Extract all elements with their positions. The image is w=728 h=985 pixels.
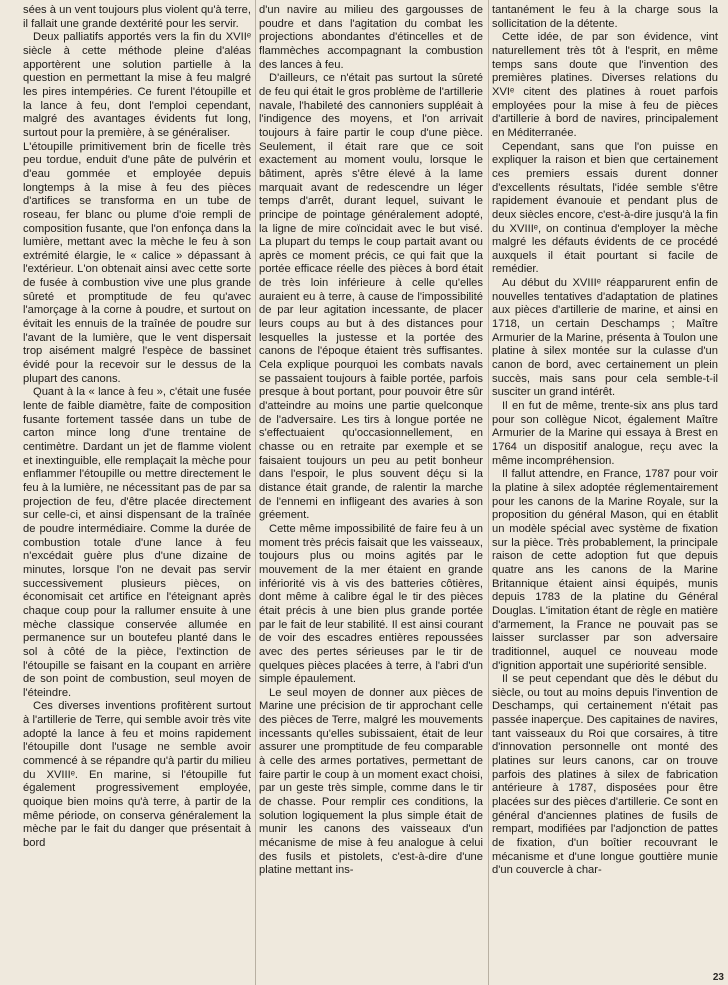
paragraph: d'un navire au milieu des gargousses de poudre et dans l'agitation du combat les projections abondantes d'étincelles et de flammèches accompagnant la combustion des lances à feu. (259, 4, 483, 71)
paragraph: Cependant, sans que l'on puisse en expliquer la raison et bien que certainement ces premiers essais durent donner d'excellents résultats, l'idée semble s'être rapidement évanouie et pendant plus de deux siècles encore, c'est-à-dire jusqu'à la fin du XVIIIᵉ, on continua d'employer la mèche malgré les défauts évidents de ce procédé auxquels il était pourtant si facile de remédier. (492, 140, 718, 276)
paragraph: Cette idée, de par son évidence, vint naturellement très tôt à l'esprit, en même temps sans doute que l'invention des premières platines. Diverses relations du XVIᵉ citent des platines à rouet parfois employées pour la mise à feu de pièces d'artillerie à bord de navires, principalement en Méditerranée. (492, 31, 718, 139)
text-column-2 (259, 4, 483, 878)
paragraph: Au début du XVIIIᵉ réapparurent enfin de nouvelles tentatives d'adaptation de platines aux pièces d'artillerie de marine, et ainsi en 1718, un certain Deschamps ; Maître Armurier de la Marine, présenta à Toulon une platine à silex montée sur la culasse d'un canon de bord, avec certainement un plein succès, mais sans pour cela semble-t-il susciter un grand intérêt. (492, 277, 718, 399)
paragraph: L'étoupille primitivement brin de ficelle très peu tordue, enduit d'une pâte de pulvérin et d'eau gommée et employée depuis longtemps à la mise à feu des pièces d'artifices se transforma en un tube de roseau, fer blanc ou plume d'oie rempli de composition fusante, que l'on enfonça dans la lumière, mettant avec la mèche le feu à son extrémité élargie, le « calice » dépassant à l'extérieur. L'on obtenait ainsi avec cette sorte de fusée à combustion vive une plus grande sûreté et promptitude de feu qu'avec l'amorçage à la corne à poudre, et surtout on évitait les ennuis de la traînée de poudre sur l'avant de la lumière, que le vent dispersait trop aisément malgré l'espèce de bassinet évidé pour la recevoir sur le dessus de la plupart des canons. (23, 140, 251, 385)
text-column-1 (23, 4, 251, 851)
paragraph: Deux palliatifs apportés vers la fin du XVIIᵉ siècle à cette méthode pleine d'aléas apportèrent une solution partielle à la question en permettant la mise à feu malgré les pires intempéries. Ce furent l'étoupille et la lance à feu, dont l'emploi cependant, malgré des avantages évidents fut long, surtout pour la première, à se généraliser. (23, 31, 251, 139)
paragraph: Quant à la « lance à feu », c'était une fusée lente de faible diamètre, faite de composition fusante fortement tassée dans un tube de carton mince long d'une trentaine de centimètre. Dardant un jet de flamme violent et inextinguible, elle remplaçait la mèche pour enflammer l'étoupille ou mettre directement le feu à la lumière, ne nécessitant pas de par sa projection de feu, d'être placée directement sur celle-ci, et ainsi dispensant de la traînée de poudre intermédiaire. Comme la durée de combustion totale d'une lance à feu n'excédait guère plus d'une dizaine de minutes, lorsque l'on ne devait pas servir successivement plusieurs pièces, on économisait cet artifice en l'éteignant après chaque coup pour la rallumer ensuite à une mèche classique conservée allumée en permanence sur un boutefeu planté dans le sol à côté de la pièce, l'extinction de l'étoupille se faisant en la coupant en arrière de son point de combustion, seul moyen de l'éteindre. (23, 386, 251, 699)
paragraph: tantanément le feu à la charge sous la sollicitation de la détente. (492, 4, 718, 30)
paragraph: Il se peut cependant que dès le début du siècle, ou tout au moins depuis l'invention de Deschamps, qui certainement n'était pas passée inaperçue. Des capitaines de navires, tant vaisseaux du Roi que corsaires, à titre d'innovation personnelle ont monté des platines sur leurs canons, car on trouve parfois des platines à silex de fabrication antérieure à 1787, disposées pour être placées sur des pièces d'artillerie. Ce sont en général d'anciennes platines de fusils de rempart, modifiées par l'adjonction de pattes de fixation, d'un boîtier recouvrant le mécanisme et d'une longue gouttière munie d'un couvercle à char- (492, 673, 718, 877)
column-divider (488, 0, 489, 985)
page-number: 23 (712, 972, 724, 983)
paragraph: Il en fut de même, trente-six ans plus tard pour son collègue Nicot, également Maître Armurier de la Marine qui essaya à Brest en 1764 un dispositif analogue, reçu avec la même incompréhension. (492, 400, 718, 467)
paragraph: D'ailleurs, ce n'était pas surtout la sûreté de feu qui était le gros problème de l'artillerie navale, l'habileté des cannoniers suppléait à l'indigence des moyens, et l'on arrivait toujours à faire partir le coup d'une pièce. Seulement, il était rare que ce soit exactement au moment voulu, lorsque le bâtiment, après s'être élevé à la lame marquait avant de redescendre un léger temps d'arrêt, durant lequel, suivant le principe de pointage généralement adopté, la ligne de mire coïncidait avec le but visé. La plupart du temps le coup partait avant ou après ce moment précis, ce qui fait que la portée efficace réelle des pièces à bord était de très loin inférieure à celle qu'elles auraient eu à terre, à cause de l'impossibilité de par leur agitation incessante, de placer leurs coups au but à des distances pour lesquelles la justesse et la portée des canons de l'époque étaient très suffisantes. Cela explique pourquoi les combats navals se passaient toujours à faible portée, parfois presque à bout portant, pour pouvoir être sûr d'atteindre au moins une partie quelconque de l'adversaire. Les tirs à longue portée ne s'effectuaient qu'occasionnellement, en chasse ou en retraite par exemple et se faisaient toujours un peu au petit bonheur dans l'espoir, le plus souvent déçu si la distance était grande, de ralentir la marche de l'ennemi en infligeant des avaries à son gréement. (259, 72, 483, 522)
paragraph: Ces diverses inventions profitèrent surtout à l'artillerie de Terre, qui semble avoir très vite adopté la lance à feu et moins rapidement l'étoupille dont l'usage ne semble avoir commencé à se répandre qu'à partir du milieu du XVIIIᵉ. En marine, si l'étoupille fut également progressivement employée, quoique bien moins qu'à terre, à partir de la même période, on conserva généralement la mèche par le fait du danger que présentait à bord (23, 700, 251, 850)
paragraph: sées à un vent toujours plus violent qu'à terre, il fallait une grande dextérité pour les servir. (23, 4, 251, 30)
text-column-3 (492, 4, 718, 878)
paragraph: Cette même impossibilité de faire feu à un moment très précis faisait que les vaisseaux, toujours plus ou moins agités par le mouvement de la mer étaient en grande infériorité vis à vis des batteries côtières, dont même à calibre égal le tir des pièces était précis à une bien plus grande portée par le fait de leur stabilité. Il est ainsi courant de voir des escadres entières repoussées avec des pertes sérieuses par le tir de quelques pièces placées à terre, à l'abri d'un simple épaulement. (259, 522, 483, 686)
paragraph: Il fallut attendre, en France, 1787 pour voir la platine à silex adoptée réglementairement pour les canons de la Marine Royale, sur la proposition du général Mason, qui en établit un modèle spécial avec système de fixation sur la pièce. Très probablement, la principale raison de cette adoption fut que depuis quatre ans les canons de la Marine Britannique étaient ainsi équipés, munis depuis 1783 de la platine du Général Douglas. L'imitation étant de règle en matière d'armement, la France ne pouvait pas se laisser surclasser par son adversaire traditionnel, auquel ce nouveau mode d'ignition apportait une supériorité sensible. (492, 468, 718, 672)
column-divider (255, 0, 256, 985)
paragraph: Le seul moyen de donner aux pièces de Marine une précision de tir approchant celle des pièces de Terre, malgré les mouvements incessants qu'elles subissaient, était de leur assurer une promptitude de feu comparable à celle des armes portatives, permettant de faire partir le coup à un moment exact choisi, par un geste très simple, comme dans le tir de chasse. Pour remplir ces conditions, la solution logiquement la plus simple était de munir les canons des vaisseaux d'un mécanisme de mise à feu analogue à celui des fusils et pistolets, c'est-à-dire d'une platine mettant ins- (259, 686, 483, 877)
